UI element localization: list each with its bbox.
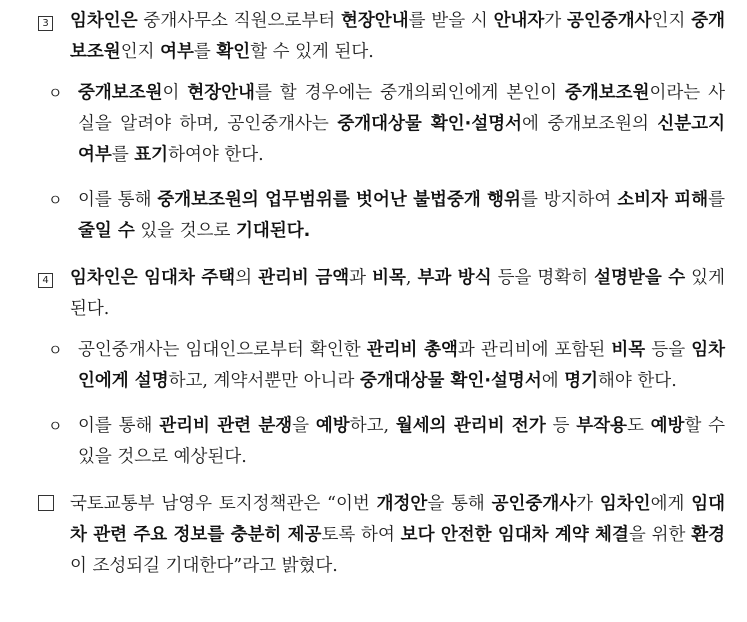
bold-text: 공인중개사 (567, 11, 652, 31)
text-run: 를 방지하여 (520, 190, 618, 210)
text-run: 이 조성되길 기대한다”라고 밝혔다. (70, 556, 338, 576)
text-run: 공인중개사는 임대인으로부터 확인한 (78, 340, 367, 360)
text-run: 도 (626, 416, 651, 436)
text-run: 토록 하여 (321, 525, 401, 545)
item-3-bullet-2 (38, 185, 725, 247)
bold-text: 비목 (372, 268, 406, 288)
text-run: 에 중개보조원의 (522, 114, 658, 134)
item-3-text (70, 11, 725, 62)
text-run: 과 (349, 268, 373, 288)
text-run: 를 (111, 145, 135, 165)
closing-paragraph (38, 489, 725, 582)
text-run: 인지 (651, 11, 692, 31)
bold-text: 임대차 관련 주요 정보를 충분히 제공 (70, 494, 726, 545)
text-run: 해야 한다. (598, 371, 677, 391)
bold-text: 예방 (315, 416, 350, 436)
item-3-marker (38, 6, 53, 37)
text-run: 을 위한 (628, 525, 692, 545)
text-run: 등 (545, 416, 577, 436)
bold-text: 관리비 관련 분쟁 (159, 416, 293, 436)
closing-marker (38, 489, 54, 520)
bold-text: 월세의 관리비 전가 (395, 416, 546, 436)
bold-text: 관리비 총액 (366, 340, 458, 360)
text-run: 인지 (120, 42, 161, 62)
text-run: 을 통해 (427, 494, 492, 514)
text-run: 가 (544, 11, 568, 31)
text-run: 중개사무소 직원으로부터 (137, 11, 341, 31)
empty-box-icon (38, 495, 54, 511)
text-run: 할 수 있을 것으로 예상된다. (78, 416, 726, 467)
item-4-text (70, 268, 725, 319)
item-3 (38, 6, 725, 68)
bold-text: 여부 (160, 42, 194, 62)
text-run: 과 관리비에 포함된 (457, 340, 612, 360)
text-run: 를 (708, 190, 725, 210)
text-run: 을 (292, 416, 316, 436)
bold-text: 공인중개사 (491, 494, 577, 514)
bold-text: 현장안내 (340, 11, 409, 31)
bold-text: 중개대상물 확인·설명서 (337, 114, 523, 134)
text-run: 등을 명확히 (491, 268, 595, 288)
item-4 (38, 263, 725, 325)
bold-text: 환경 (691, 525, 726, 545)
bold-text: 비목 (611, 340, 646, 360)
text-run: 하여야 한다. (168, 145, 264, 165)
text-run: 이를 통해 (78, 416, 160, 436)
text-run: 를 받을 시 (408, 11, 494, 31)
bold-text: 소비자 피해 (617, 190, 709, 210)
bold-text: 확인 (216, 42, 251, 62)
bold-text: 중개대상물 확인·설명서 (359, 371, 542, 391)
bold-text: 중개보조원의 업무범위를 벗어난 불법중개 행위 (157, 190, 521, 210)
item-3-bullet-2-text (78, 190, 725, 241)
boxed-number-3: 3 (38, 16, 53, 31)
bold-text: 명기 (564, 371, 599, 391)
text-run: 할 수 있게 된다. (250, 42, 374, 62)
item-4-bullet-2 (38, 411, 725, 473)
bold-text: 기대된다. (236, 221, 311, 241)
text-run: 에 (541, 371, 565, 391)
bold-text: 현장안내 (187, 83, 255, 103)
text-run: , (405, 268, 418, 288)
bold-text: 보다 안전한 임대차 계약 체결 (400, 525, 629, 545)
text-run: 하고, 계약서뿐만 아니라 (168, 371, 360, 391)
bold-text: 줄일 수 (78, 221, 135, 241)
text-run: 등을 (645, 340, 692, 360)
item-4-bullet-1 (38, 335, 725, 397)
text-run: 의 (235, 268, 259, 288)
bold-text: 중개보조원 (70, 11, 725, 62)
bold-text: 관리비 금액 (258, 268, 350, 288)
bold-text: 안내자 (493, 11, 545, 31)
text-run: 하고, (349, 416, 396, 436)
text-run: 를 (193, 42, 217, 62)
bullet-marker: ㅇ (48, 417, 63, 435)
bold-text: 임차인은 (70, 11, 138, 31)
bullet-marker: ㅇ (48, 84, 63, 102)
text-run: 있을 것으로 (134, 221, 237, 241)
text-run: 에게 (650, 494, 692, 514)
bold-text: 신분고지 여부 (78, 114, 725, 165)
item-3-bullet-1 (38, 78, 725, 171)
text-run: 이라는 사실을 알려야 하며, 공인중개사는 (78, 83, 726, 134)
text-run: 국토교통부 남영우 토지정책관은 “이번 (70, 494, 377, 514)
bold-text: 중개보조원 (78, 83, 163, 103)
bold-text: 설명받을 수 (594, 268, 686, 288)
text-run: 를 할 경우에는 중개의뢰인에게 본인이 (254, 83, 565, 103)
bold-text: 중개보조원 (564, 83, 650, 103)
bold-text: 부과 방식 (417, 268, 492, 288)
item-4-bullet-2-text (78, 416, 725, 467)
item-4-bullet-1-text (78, 340, 725, 391)
bold-text: 임차인은 임대차 주택 (70, 268, 236, 288)
text-run: 이 (162, 83, 188, 103)
item-3-bullet-1-text (78, 83, 725, 165)
closing-paragraph-text (70, 494, 725, 576)
item-4-marker (38, 263, 53, 294)
bold-text: 표기 (134, 145, 169, 165)
text-run: 가 (576, 494, 600, 514)
bullet-marker: ㅇ (48, 191, 63, 209)
text-run: 있게 된다. (70, 268, 725, 319)
bold-text: 임차인에게 설명 (78, 340, 725, 391)
bold-text: 부작용 (576, 416, 627, 436)
bold-text: 임차인 (599, 494, 651, 514)
boxed-number-4: 4 (38, 273, 53, 288)
bullet-marker: ㅇ (48, 341, 63, 359)
bold-text: 예방 (650, 416, 685, 436)
text-run: 이를 통해 (78, 190, 158, 210)
bold-text: 개정안 (376, 494, 428, 514)
